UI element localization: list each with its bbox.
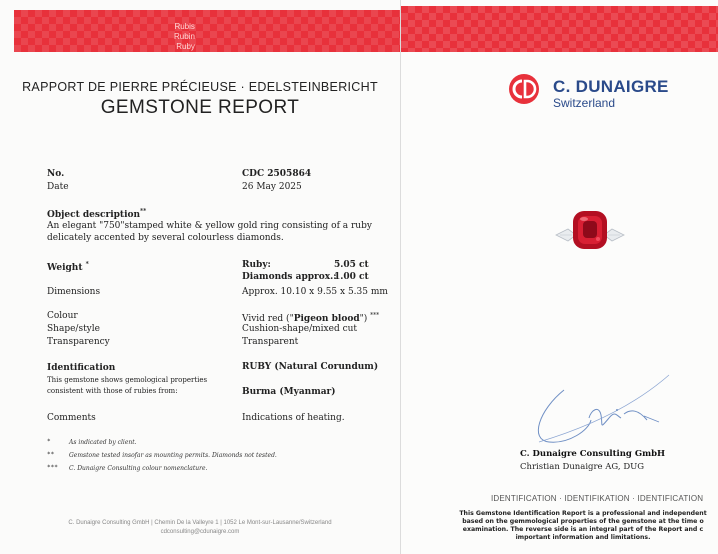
brand-country: Switzerland [553,96,616,110]
report-title: GEMSTONE REPORT [100,97,300,118]
dimensions-value: Approx. 10.10 x 9.55 x 5.35 mm [242,287,388,297]
company-address: C. Dunaigre Consulting GmbH | Chemin De la Valleyre 1 | 1052 Le Mont-sur-Lausanne/Switzerland [68,520,332,526]
footnote-mark-2: ** [47,451,55,458]
report-date: 26 May 2025 [242,182,302,192]
colour-stars: *** [370,312,380,319]
diamonds-weight-label: Diamonds approx.: [242,272,337,282]
weight-label: Weight [47,263,83,273]
date-label: Date [47,182,69,192]
footnote-mark-1: * [47,438,51,445]
ruby-ring-photo-icon [554,205,626,255]
disclaimer-line-4: important information and limitations. [515,534,651,541]
ruby-weight-label: Ruby: [242,260,271,270]
colour-value-prefix: Vivid red (" [242,314,294,324]
band-words [174,22,195,52]
identification-value: RUBY (Natural Corundum) [242,362,379,372]
cd-logo-icon [508,73,540,105]
report-disclaimer [433,510,718,542]
comments-label: Comments [47,413,96,423]
identification-label: Identification [47,363,116,373]
band-word-de: Rubin [174,32,195,41]
disclaimer-line-1: This Gemstone Identification Report is a professional and independent [459,510,707,517]
object-description-line-1: An elegant "750"stamped white & yellow gold ring consisting of a ruby [47,221,372,231]
signatory-name: Christian Dunaigre AG, DUG [520,462,645,472]
footnote-1: As indicated by client. [69,439,137,446]
brand-name: C. DUNAIGRE [553,77,669,96]
footnote-3: C. Dunaigre Consulting colour nomenclature. [69,465,208,472]
identification-note-line-1: This gemstone shows gemological properties [47,376,208,384]
object-description-label: Object description [47,210,141,220]
weight-heading [47,259,89,274]
shape-label: Shape/style [47,324,100,334]
signature-icon [529,370,679,450]
transparency-label: Transparency [47,337,110,347]
footnote-mark-3: *** [47,464,58,471]
right-red-band [401,6,718,52]
colour-value-suffix: ") [359,314,368,324]
diamonds-weight-value: 1.00 ct [334,272,369,282]
band-word-en: Ruby [176,42,195,51]
ruby-weight-value: 5.05 ct [334,260,369,270]
disclaimer-line-3: examination. The reverse side is an integral part of the Report and c [462,526,704,533]
company-address-footer [0,519,400,537]
origin-value: Burma (Myanmar) [242,387,336,397]
band-word-fr: Rubis [174,22,195,31]
object-description-line-2: delicately accented by several colourless diamonds. [47,233,284,243]
colour-label: Colour [47,311,78,321]
shape-value: Cushion-shape/mixed cut [242,324,358,334]
comments-value: Indications of heating. [242,413,345,423]
header-red-band [14,10,400,52]
report-number: CDC 2505864 [242,169,312,179]
disclaimer-line-2: based on the gemmological properties of the gemstone at the time o [462,518,704,525]
object-description-heading [47,206,146,221]
identification-note-line-2: consistent with those of rubies from: [47,387,178,395]
no-label: No. [47,169,65,179]
dimensions-label: Dimensions [47,287,101,297]
report-right-page [400,0,718,554]
transparency-value: Transparent [242,337,299,347]
object-description-stars: ** [140,208,147,215]
footnote-2: Gemstone tested insofar as mounting permits. Diamonds not tested. [69,452,277,459]
identification-banner: IDENTIFICATION · IDENTIFIKATION · IDENTIFICATION [491,494,704,503]
company-email: cdconsulting@cdunaigre.com [160,529,240,535]
weight-star: * [85,261,89,268]
signatory-company: C. Dunaigre Consulting GmbH [520,449,666,459]
colour-value-pigeon-blood: Pigeon blood [293,314,360,324]
report-title-multilingual: RAPPORT DE PIERRE PRÉCIEUSE · EDELSTEINBERICHT [22,80,378,94]
